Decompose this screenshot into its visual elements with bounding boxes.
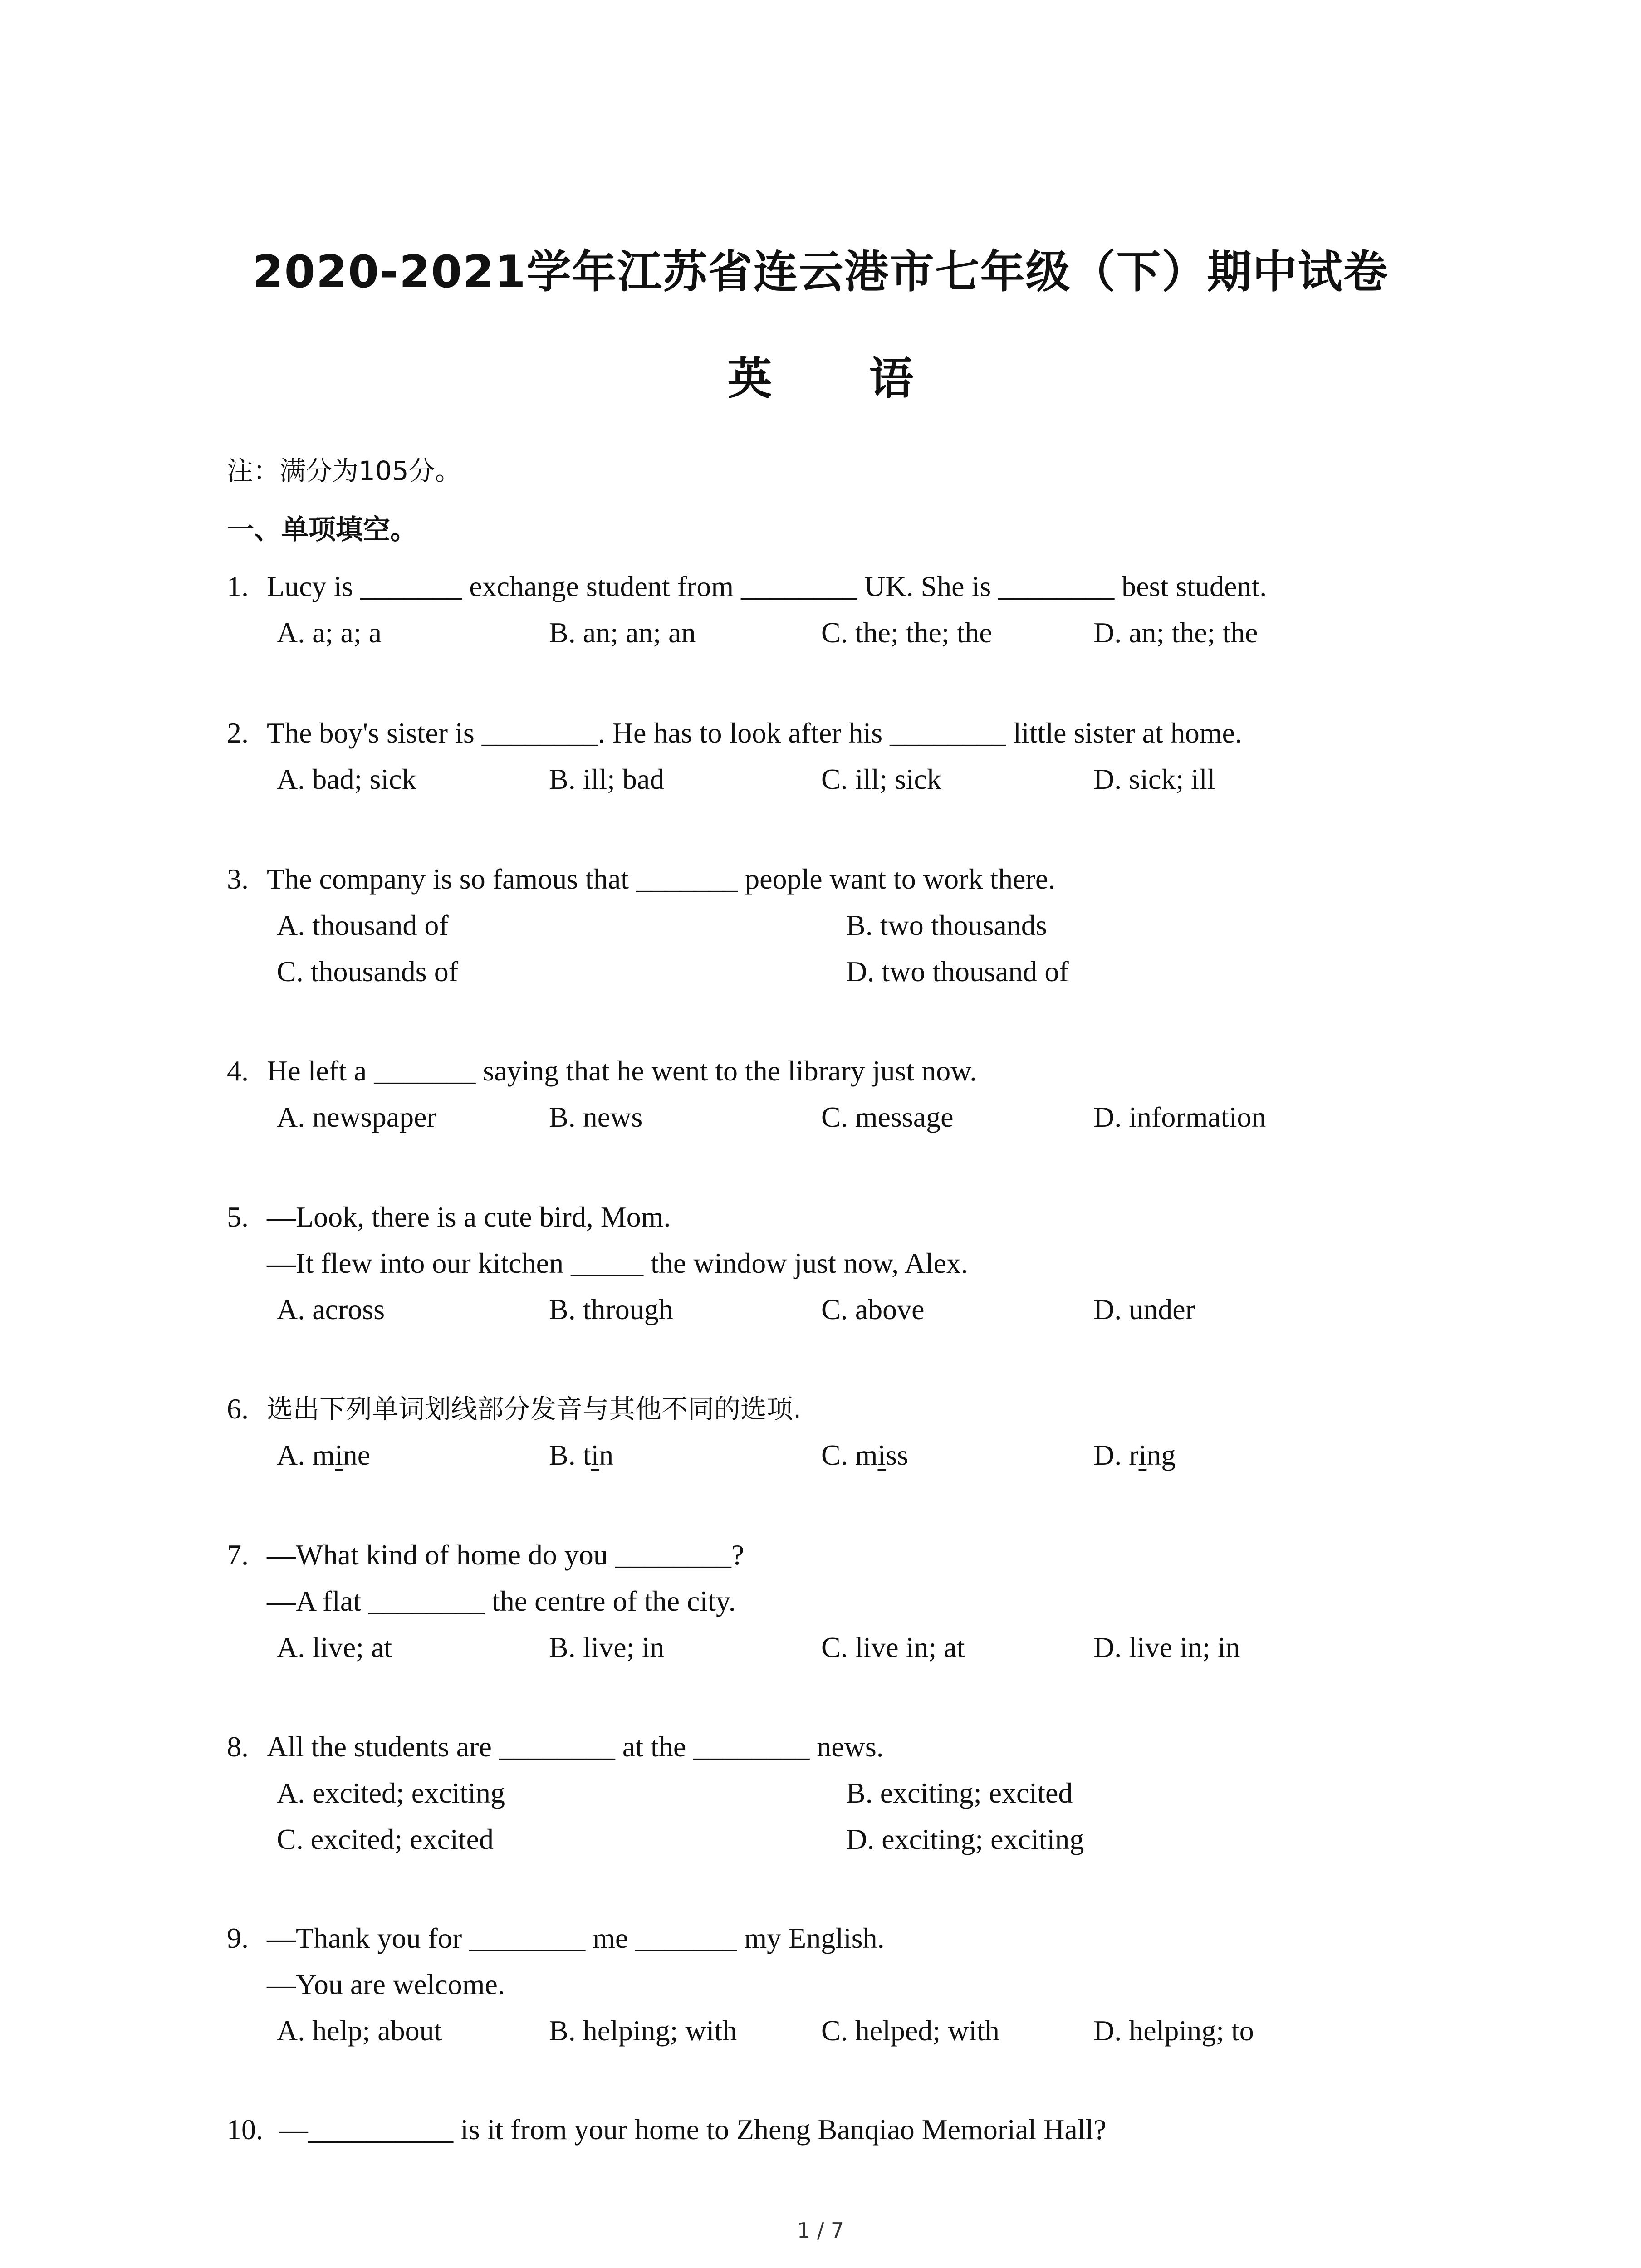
option-text: ss <box>886 1439 909 1471</box>
option-c: C. above <box>821 1293 925 1325</box>
option-d <box>1093 1432 1176 1478</box>
question-number: 6. <box>227 1393 249 1425</box>
option-d: D. sick; ill <box>1093 763 1215 795</box>
question-3 <box>227 856 1452 995</box>
score-note: 注：满分为105分。 <box>227 455 461 486</box>
option-a: A. live; at <box>277 1631 392 1663</box>
option-d: D. exciting; exciting <box>846 1823 1084 1855</box>
option-c <box>821 1432 908 1478</box>
option-c: C. the; the; the <box>821 616 992 649</box>
question-number: 10. <box>227 2113 263 2146</box>
question-stem: The boy's sister is ________. He has to look after his ________ little sister at home. <box>267 717 1242 749</box>
option-d: D. information <box>1093 1101 1266 1133</box>
option-b: B. through <box>549 1293 673 1325</box>
question-stem: 选出下列单词划线部分发音与其他不同的选项. <box>267 1393 802 1424</box>
question-stem-line-2: —You are welcome. <box>267 1968 505 2000</box>
option-a: A. across <box>277 1293 385 1325</box>
question-number: 4. <box>227 1055 249 1087</box>
page-number: 1 / 7 <box>797 2218 844 2243</box>
question-number: 1. <box>227 570 249 602</box>
option-d: D. helping; to <box>1093 2014 1254 2047</box>
question-10 <box>227 2107 1452 2153</box>
question-5 <box>227 1194 1452 1333</box>
question-7 <box>227 1532 1452 1671</box>
option-text: ne <box>343 1439 371 1471</box>
option-text: n <box>599 1439 614 1471</box>
option-c: C. ill; sick <box>821 763 941 795</box>
question-9 <box>227 1915 1452 2054</box>
question-1 <box>227 563 1452 656</box>
question-stem: —What kind of home do you ________? <box>267 1539 745 1571</box>
option-c: C. message <box>821 1101 954 1133</box>
option-text: C. m <box>821 1439 878 1471</box>
question-number: 7. <box>227 1539 249 1571</box>
option-b: B. exciting; excited <box>846 1777 1073 1809</box>
option-d: D. an; the; the <box>1093 616 1258 649</box>
question-stem: The company is so famous that _______ people want to work there. <box>267 863 1056 895</box>
question-number: 9. <box>227 1922 249 1954</box>
question-stem-line-2: —It flew into our kitchen _____ the window just now, Alex. <box>267 1247 968 1279</box>
question-stem: He left a _______ saying that he went to the library just now. <box>267 1055 977 1087</box>
question-6 <box>227 1386 1452 1478</box>
option-b <box>549 1432 613 1478</box>
question-stem: Lucy is _______ exchange student from ________ UK. She is ________ best student. <box>267 570 1267 602</box>
option-text: A. m <box>277 1439 335 1471</box>
option-text: ng <box>1146 1439 1176 1471</box>
question-number: 5. <box>227 1201 249 1233</box>
option-c: C. live in; at <box>821 1631 965 1663</box>
option-text: B. t <box>549 1439 591 1471</box>
option-text: D. r <box>1093 1439 1139 1471</box>
option-b: B. live; in <box>549 1631 665 1663</box>
page-subtitle: 英 语 <box>727 353 955 405</box>
underlined-letter: i <box>335 1439 343 1471</box>
question-stem-line-2: —A flat ________ the centre of the city. <box>267 1585 736 1617</box>
option-c: C. thousands of <box>277 955 458 987</box>
question-number: 3. <box>227 863 249 895</box>
option-a: A. bad; sick <box>277 763 416 795</box>
option-d: D. under <box>1093 1293 1195 1325</box>
option-c: C. excited; excited <box>277 1823 494 1855</box>
question-8 <box>227 1724 1452 1862</box>
section-heading: 一、单项填空。 <box>227 514 417 546</box>
option-a: A. thousand of <box>277 909 449 941</box>
option-b: B. two thousands <box>846 909 1047 941</box>
option-b: B. news <box>549 1101 643 1133</box>
option-a: A. excited; exciting <box>277 1777 505 1809</box>
question-stem: —Thank you for ________ me _______ my English. <box>267 1922 885 1954</box>
question-stem: —Look, there is a cute bird, Mom. <box>267 1201 671 1233</box>
option-d: D. two thousand of <box>846 955 1069 987</box>
question-stem: —__________ is it from your home to Zheng Banqiao Memorial Hall? <box>279 2113 1107 2146</box>
option-a: A. newspaper <box>277 1101 436 1133</box>
option-b: B. ill; bad <box>549 763 665 795</box>
question-stem: All the students are ________ at the ________ news. <box>267 1730 884 1763</box>
option-b: B. helping; with <box>549 2014 737 2047</box>
option-a: A. a; a; a <box>277 616 382 649</box>
question-4 <box>227 1048 1452 1140</box>
underlined-letter: i <box>877 1439 886 1471</box>
underlined-letter: i <box>591 1439 599 1471</box>
question-number: 2. <box>227 717 249 749</box>
page-title: 2020-2021学年江苏省连云港市七年级（下）期中试卷 <box>252 246 1389 298</box>
option-d: D. live in; in <box>1093 1631 1240 1663</box>
option-a <box>277 1432 370 1478</box>
question-number: 8. <box>227 1730 249 1763</box>
underlined-letter: i <box>1138 1439 1147 1471</box>
question-2 <box>227 710 1452 802</box>
option-b: B. an; an; an <box>549 616 696 649</box>
option-a: A. help; about <box>277 2014 442 2047</box>
option-c: C. helped; with <box>821 2014 999 2047</box>
